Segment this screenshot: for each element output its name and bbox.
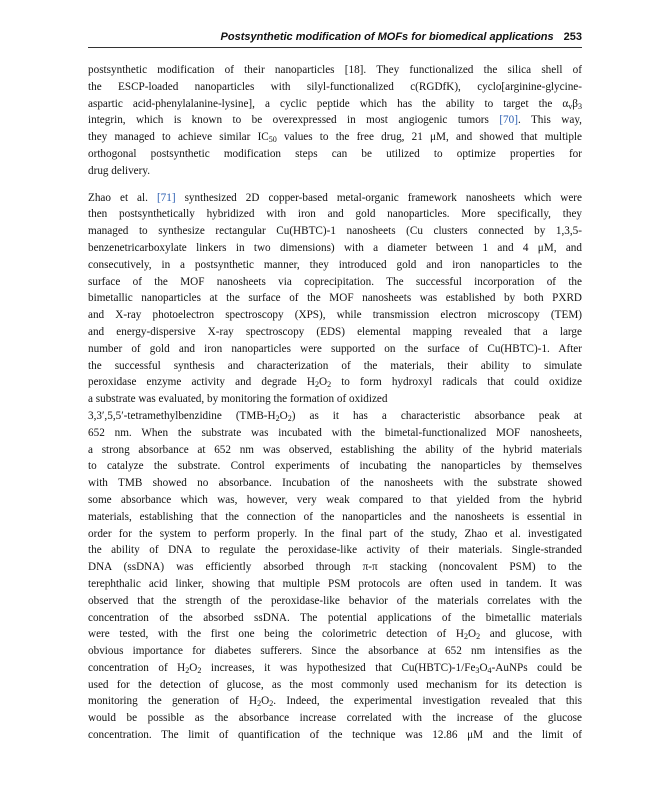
running-header bbox=[88, 30, 582, 44]
text-line: surface of the MOF nanosheets via coprecipitation. The successful incorporation of the bbox=[88, 275, 582, 288]
text-line: and energy-dispersive X-ray spectroscopy (EDS) elemental mapping revealed that a large bbox=[88, 325, 582, 338]
text-line: 652 nm. When the substrate was incubated with the bimetal-functionalized MOF nanosheets, bbox=[88, 426, 582, 439]
text-line: 3,3′,5,5′-tetramethylbenzidine $(TMB-H_2O_2)$ as it has a characteristic absorbance peak at bbox=[88, 409, 582, 423]
text-line: bimetallic nanoparticles at the surface of the MOF nanosheets was established by both PXRD bbox=[88, 292, 582, 305]
citation-link[interactable]: [71] bbox=[156, 191, 176, 204]
text-line: concentration of $H_2O_2$ increases, it was hypothesized that $Cu(HBTC)-1/Fe_3O_4$-AuNPs could be bbox=[88, 661, 582, 675]
text-line: the successful synthesis and characterization of the materials, their ability to simulate bbox=[88, 359, 582, 372]
text-line: monitoring the generation of $H_2O_2$. Indeed, the experimental investigation revealed that this bbox=[88, 695, 582, 709]
text-line: DNA (ssDNA) was efficiently absorbed through π-π stacking (noncovalent PSM) to the bbox=[88, 561, 582, 574]
text-line: the ability of DNA to regulate the peroxidase-like activity of their materials. Single-stranded bbox=[88, 544, 582, 557]
text-line: consecutively, in a postsynthetic manner, they introduced gold and iron nanoparticles to the bbox=[88, 258, 582, 271]
text-line: managed to synthesize rectangular Cu(HBTC)-1 nanosheets (Cu clusters connected by 1,3,5- bbox=[88, 225, 582, 238]
paragraph-1 bbox=[88, 62, 582, 180]
text-line: order for the system to perform properly. In the final part of the study, Zhao et al. investigated bbox=[88, 527, 582, 540]
citation-link[interactable]: [70] bbox=[499, 114, 518, 127]
text-line: postsynthetic modification of their nanoparticles [18]. They functionalized the silica shell of bbox=[88, 64, 582, 76]
running-title: Postsynthetic modification of MOFs for biomedical applications bbox=[220, 31, 554, 43]
text-line: the ESCP-loaded nanoparticles with silyl-functionalized c(RGDfK), cyclo[arginine-glycine- bbox=[88, 80, 582, 93]
text-line: peroxidase enzyme activity and degrade $H_2O_2$ to form hydroxyl radicals that could oxidize bbox=[88, 376, 582, 390]
text-line: concentration. The limit of quantification of the technique was 12.86 μM and the limit of bbox=[88, 729, 582, 742]
text-line: benzenetricarboxylate linkers in two dimensions) with a diameter between 1 and 4 μM, and bbox=[88, 241, 582, 254]
text-line: orthogonal postsynthetic modification steps can be utilized to optimize properties for bbox=[88, 147, 582, 160]
text-line: concentration of the absorbed ssDNA. The potential applications of the bimetallic materials bbox=[88, 611, 582, 624]
paragraph-2 bbox=[88, 190, 582, 744]
text-line: some absorbance which was, however, very weak compared to that yielded from the hybrid bbox=[88, 493, 582, 506]
text-line: drug delivery. bbox=[88, 164, 151, 177]
header-rule bbox=[88, 47, 582, 48]
text-line: would be possible as the absorbance increase correlated with the increase of the glucose bbox=[88, 712, 582, 725]
text-line: obvious importance for diabetes sufferers. Since the absorbance at 652 nm intensifies as the bbox=[88, 645, 582, 658]
text-line: then postsynthetically hybridized with iron and gold nanoparticles. More specifically, they bbox=[88, 208, 582, 221]
text-line: a strong absorbance at 652 nm was observed, establishing the ability of the hybrid materials bbox=[88, 443, 582, 456]
text-line: observed that the strength of the peroxidase-like behavior of the materials correlates with the bbox=[88, 594, 582, 607]
text-line: used for the detection of glucose, as the most commonly used mechanism for its detection is bbox=[88, 678, 582, 691]
text-line: were tested, with the first one being the colorimetric detection of $H_2O_2$ and glucose, with bbox=[88, 628, 582, 642]
text-line: aspartic acid-phenylalanine-lysine], a cyclic peptide which has the ability to target the $\alpha_v\beta_3$ bbox=[88, 97, 582, 111]
text-line: materials, establishing that the connection of the nanoparticles and the nanosheets is essential in bbox=[88, 510, 582, 523]
body-text bbox=[88, 62, 582, 744]
text-line: a substrate was evaluated, by monitoring the formation of oxidized bbox=[88, 393, 388, 406]
text-line: and X-ray photoelectron spectroscopy (XPS), while transmission electron microscopy (TEM) bbox=[88, 309, 582, 322]
text-line: they managed to achieve similar $IC_{50}$ values to the free drug, 21 μM, and showed that multiple bbox=[88, 131, 582, 145]
text-line: terephthalic acid linker, showing that multiple PSM protocols are often used in tandem. It was bbox=[88, 577, 582, 590]
text-line: number of gold and iron nanoparticles were supported on the surface of Cu(HBTC)-1. After bbox=[88, 342, 582, 355]
page-number: 253 bbox=[563, 31, 582, 43]
text-line: Zhao et al. [71] synthesized 2D copper-based metal-organic framework nanosheets which were bbox=[88, 191, 582, 204]
text-line: to catalyze the substrate. Control experiments of incubating the nanoparticles by themselves bbox=[88, 460, 582, 473]
text-line: with TMB showed no absorbance. Incubation of the nanosheets with the substrate showed bbox=[88, 477, 582, 490]
text-line: integrin, which is known to be overexpressed in most angiogenic tumors [70]. This way, bbox=[88, 114, 582, 127]
